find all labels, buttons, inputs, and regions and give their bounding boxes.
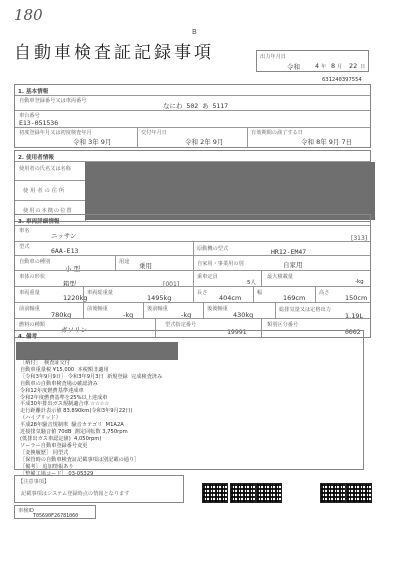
fuel-type-value: ガソリン	[61, 326, 87, 334]
model-label: 型式	[19, 244, 30, 250]
chassis-number-label: 車台番号	[19, 113, 40, 119]
qr-code-icon	[230, 483, 256, 503]
engine-model-label: 原動機の型式	[197, 246, 229, 252]
notice-text: 記載事項はシステム登録時点の情報となります	[21, 491, 130, 497]
vehicle-type-value: 小 型	[65, 265, 81, 273]
remark-line: 令和12年度燃費基準達成車	[20, 387, 84, 394]
remark-line: ［納付］ 検査証交付	[20, 360, 70, 366]
document-number: 631240397554	[322, 77, 362, 83]
make-label: 車名	[19, 228, 30, 234]
vehicle-weight-value: 1220kg	[63, 294, 88, 302]
body-shape-code: [001]	[163, 281, 180, 288]
class-number-value: 0002	[345, 328, 361, 336]
cert-number-value: 19991	[227, 328, 247, 336]
base-location-label: 使用の本拠の位置	[23, 208, 73, 214]
remark-line: ソーラー自動車登録番号変更	[20, 442, 88, 449]
section1-header: 1. 基本情報	[18, 89, 49, 95]
vehicle-id-box	[14, 505, 96, 519]
purpose-label: 自家用・事業用の別	[197, 261, 244, 267]
reg-number-label: 自動車登録番号又は車両番号	[19, 98, 87, 104]
body-shape-value: 箱型	[63, 280, 76, 288]
remark-line: ［備考］ 追加情報あり	[20, 463, 74, 470]
remark-line: ［令和3年9月9日］ 令和3年9月3日 新規登録 完成検査済み	[20, 373, 163, 380]
output-date-label: 出力年月日	[260, 54, 286, 60]
expiry-date-label: 有効期間の満了する日	[251, 130, 303, 136]
expiry-date-value: 令和 8年 9月 7日	[301, 138, 353, 146]
use-value: 乗用	[139, 262, 152, 270]
vehicle-type-label: 自動車の種別	[19, 259, 51, 265]
front-axle-label: 前前軸重	[19, 306, 40, 312]
remark-line: 令和2年度燃費基準を25%以上達成車	[20, 394, 108, 401]
gross-weight-value: 1495kg	[147, 294, 172, 302]
remark-line: ［保管時の自動車検査証記載事項は別記載の通り］	[20, 456, 140, 463]
section2-header: 2. 使用者情報	[18, 155, 54, 161]
capacity-value: 5人	[247, 280, 256, 286]
length-value: 404cm	[219, 294, 242, 302]
output-date-day: 22	[349, 62, 358, 70]
class-number-label: 類別区分番号	[267, 322, 299, 328]
section-basic-info	[14, 84, 371, 148]
vehicle-id-label: 車検ID	[18, 508, 34, 514]
front-rear-axle-label: 前後軸重	[87, 306, 108, 312]
qr-code-icon	[320, 483, 346, 503]
output-date-year: 4	[315, 62, 320, 70]
use-label: 用途	[119, 259, 130, 265]
rear-axle-label: 後後軸重	[207, 306, 228, 312]
remark-line: 走行距離計表示値 83,890km(令和3年9月22日)	[20, 408, 133, 415]
issue-date-label: 交付年月日	[141, 130, 167, 136]
front-axle-value: 780kg	[51, 311, 72, 319]
rear-axle-value: 430kg	[233, 311, 254, 319]
redacted-user-info	[85, 162, 375, 220]
purpose-value: 自家用	[283, 261, 303, 269]
remark-line: （ハイブリッド）	[20, 415, 61, 422]
section3-header: 3. 車両詳細情報	[18, 219, 60, 225]
remark-line: 自動車重量税 ¥15,000 本税額非適用	[20, 366, 109, 373]
body-shape-label: 車体の形状	[19, 274, 45, 280]
vehicle-id-value: T05690F26781060	[33, 513, 79, 519]
displacement-label: 総排気量又は定格出力	[279, 307, 331, 313]
reg-number-value: なにわ 502 あ 5117	[163, 102, 229, 110]
length-label: 長さ	[197, 290, 208, 296]
cert-number-label: 型式指定番号	[165, 322, 197, 328]
height-value: 150cm	[345, 294, 368, 302]
make-code: [313]	[351, 235, 368, 242]
output-date-era: 令和	[287, 63, 300, 71]
owner-name-label: 使用者の氏名又は名称	[19, 166, 71, 172]
page-mark: B	[192, 28, 197, 36]
front-rear-axle-value: -kg	[123, 311, 134, 319]
qr-code-icon	[346, 483, 372, 503]
displacement-value: 1.19L	[345, 312, 364, 320]
rear-front-axle-label: 後前軸重	[147, 306, 168, 312]
qr-code-icon	[202, 483, 228, 503]
qr-code-icon	[256, 483, 282, 503]
capacity-label: 乗車定員	[197, 274, 218, 280]
remark-line: 自動車の自動車検査場の確認済み	[20, 380, 98, 387]
remark-line: ［整備工場コード］ 03-05329	[20, 470, 94, 477]
handwritten-page-number: 180	[14, 6, 43, 24]
remark-line: (低排出ガス車認定値) 4,050rpm)	[20, 435, 102, 442]
issue-date-value: 令和 2年 9月	[185, 138, 224, 146]
remarks-notes	[20, 360, 162, 477]
redacted-remarks-top	[16, 342, 178, 360]
output-date-box: 出力年月日 令和 4 年 8 月 22 日	[256, 50, 369, 72]
remark-line: 近接排気騒音値 70dB 測定回転数 3,750rpm	[20, 429, 128, 436]
fuel-type-label: 燃料の種類	[19, 322, 45, 328]
section-vehicle-details	[14, 214, 371, 338]
max-load-label: 最大積載量	[267, 274, 293, 280]
gross-weight-label: 車両総重量	[87, 290, 113, 296]
output-date-month: 8	[331, 62, 336, 70]
first-registration-value: 令和 3年 9月	[73, 138, 112, 146]
width-label: 幅	[257, 290, 263, 296]
max-load-value: -kg	[355, 279, 364, 285]
model-value: 6AA-E13	[51, 247, 79, 255]
height-label: 高さ	[319, 290, 330, 296]
remark-line: 平成30年排出ガス規制適合車 ☆☆☆☆	[20, 401, 110, 408]
remark-line: ［変換履歴］ 同型式	[20, 449, 69, 456]
notice-box	[14, 475, 184, 503]
first-registration-label: 初度登録年月又は初度検査年月	[19, 130, 92, 136]
document-title: 自動車検査証記録事項	[14, 43, 214, 63]
vehicle-weight-label: 車両重量	[19, 290, 40, 296]
owner-address-label: 使用者の住所	[23, 188, 67, 194]
make-value: ニッサン	[51, 232, 77, 240]
notice-title: 【注意事項】	[18, 479, 50, 485]
rear-front-axle-value: -kg	[181, 311, 192, 319]
chassis-number-value: E13-051536	[19, 119, 59, 127]
engine-model-value: HR12-EM47	[271, 248, 307, 256]
width-value: 169cm	[283, 294, 306, 302]
remark-line: 平成28年騒音規制車 騒音カテゴリ M1A2A	[20, 422, 124, 429]
section4-header: 4. 備考	[18, 334, 38, 340]
